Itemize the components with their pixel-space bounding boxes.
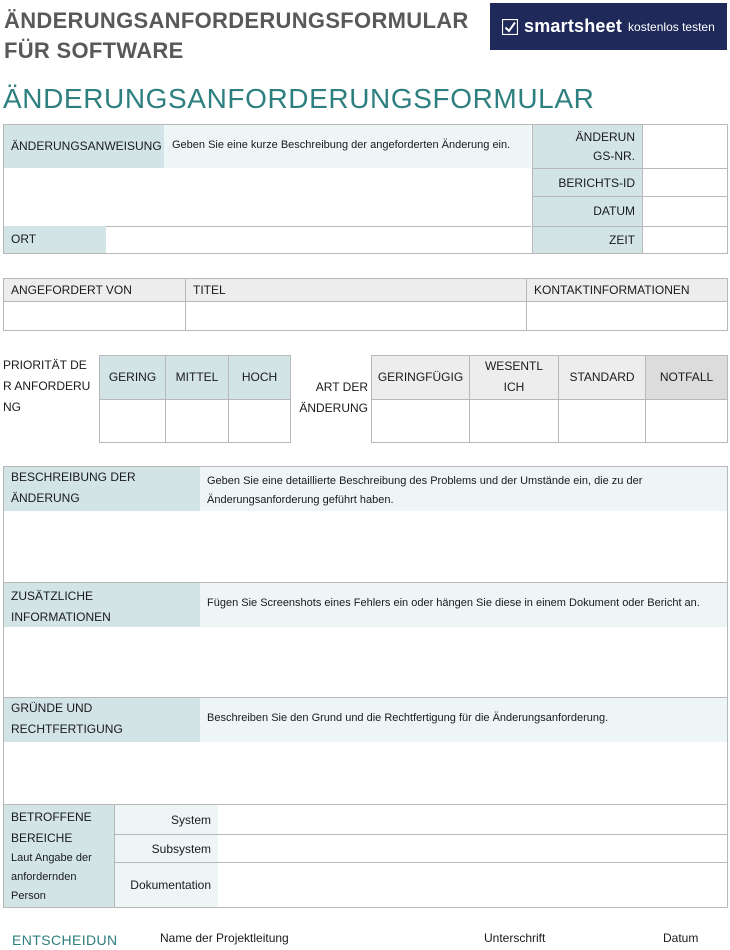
datum-label: DATUM <box>532 197 642 226</box>
berichts-label: BERICHTS-ID <box>532 168 642 197</box>
affected-system-input[interactable] <box>218 804 727 834</box>
section-beschreibung-label: BESCHREIBUNG DER ÄNDERUNG <box>4 467 200 511</box>
anweisung-input[interactable] <box>4 168 531 226</box>
ort-label: ORT <box>4 226 106 253</box>
affected-subtitle: Laut Angabe der anfordernden Person <box>11 852 92 902</box>
zeit-label: ZEIT <box>532 226 642 253</box>
section-gruende-label: GRÜNDE UND RECHTFERTIGUNG <box>4 697 200 742</box>
priority-hoch-input[interactable] <box>228 399 290 442</box>
document-title-line-1: ÄNDERUNGSANFORDERUNGSFORMULAR <box>4 8 469 33</box>
banner-brand: smartsheet <box>524 16 623 36</box>
type-notfall-input[interactable] <box>645 399 727 442</box>
smartsheet-banner[interactable] <box>490 3 727 50</box>
form-title: ÄNDERUNGSANFORDERUNGSFORMULAR <box>3 83 595 114</box>
document-title-line-2: FÜR SOFTWARE <box>4 38 184 63</box>
anweisung-hint: Geben Sie eine kurze Beschreibung der angeforderten Änderung ein. <box>164 125 531 168</box>
datum-input[interactable] <box>642 197 728 226</box>
nr-label <box>532 125 642 168</box>
nr-label-text: ÄNDERUNGS-NR. <box>575 130 635 163</box>
affected-dokumentation-label: Dokumentation <box>114 862 218 907</box>
type-geringfuegig[interactable]: GERINGFÜGIG <box>372 356 469 399</box>
type-wesentlich[interactable]: WESENTLICH <box>469 356 558 399</box>
priority-mittel-input[interactable] <box>165 399 228 442</box>
affected-subsystem-input[interactable] <box>218 834 727 862</box>
nr-input[interactable] <box>642 125 727 168</box>
section-gruende-input[interactable] <box>4 742 727 804</box>
titel-label: TITEL <box>185 279 526 301</box>
type-geringfuegig-input[interactable] <box>372 399 469 442</box>
affected-subsystem-label: Subsystem <box>114 834 218 862</box>
type-standard-input[interactable] <box>558 399 645 442</box>
section-beschreibung-hint: Geben Sie eine detaillierte Beschreibung des Problems und der Umstände ein, die zu der Änderungsanforderung geführt haben. <box>200 467 727 511</box>
type-wesentlich-input[interactable] <box>469 399 558 442</box>
affected-dokumentation-input[interactable] <box>218 862 727 907</box>
berichts-input[interactable] <box>642 168 728 197</box>
section-zusaetzlich-input[interactable] <box>4 627 727 697</box>
priority-gering-input[interactable] <box>100 399 165 442</box>
affected-system-label: System <box>114 804 218 834</box>
document-title <box>4 6 469 66</box>
angefordert-label: ANGEFORDERT VON <box>4 279 185 301</box>
type-standard[interactable]: STANDARD <box>558 356 645 399</box>
angefordert-input[interactable] <box>4 301 185 330</box>
zeit-input[interactable] <box>642 226 728 253</box>
section-gruende-hint: Beschreiben Sie den Grund und die Rechtfertigung für die Änderungsanforderung. <box>200 697 727 742</box>
date-label: Datum <box>663 931 699 945</box>
section-zusaetzlich-label: ZUSÄTZLICHE INFORMATIONEN <box>4 582 200 627</box>
change-type-label: ART DER ÄNDERUNG <box>299 380 368 415</box>
priority-gering[interactable]: GERING <box>100 356 165 399</box>
ort-input[interactable] <box>106 226 531 253</box>
signature-label: Unterschrift <box>484 931 546 945</box>
section-beschreibung-input[interactable] <box>4 511 727 582</box>
decision-label: ENTSCHEIDUN <box>12 932 118 948</box>
priority-label: PRIORITÄT DER ANFORDERUNG <box>3 358 91 414</box>
affected-title: BETROFFENE BEREICHE <box>11 810 92 845</box>
kontakt-label: KONTAKTINFORMATIONEN <box>526 279 727 301</box>
priority-hoch[interactable]: HOCH <box>228 356 290 399</box>
priority-mittel[interactable]: MITTEL <box>165 356 228 399</box>
titel-input[interactable] <box>185 301 526 330</box>
section-zusaetzlich-hint: Fügen Sie Screenshots eines Fehlers ein oder hängen Sie diese in einem Dokument oder Bericht an. <box>200 582 727 627</box>
checkmark-logo-icon <box>502 19 518 35</box>
kontakt-input[interactable] <box>526 301 727 330</box>
pm-name-label: Name der Projektleitung <box>160 931 289 945</box>
affected-label <box>4 804 114 907</box>
type-notfall[interactable]: NOTFALL <box>645 356 727 399</box>
anweisung-label: ÄNDERUNGSANWEISUNG <box>4 125 164 168</box>
banner-cta[interactable]: kostenlos testen <box>628 19 715 34</box>
